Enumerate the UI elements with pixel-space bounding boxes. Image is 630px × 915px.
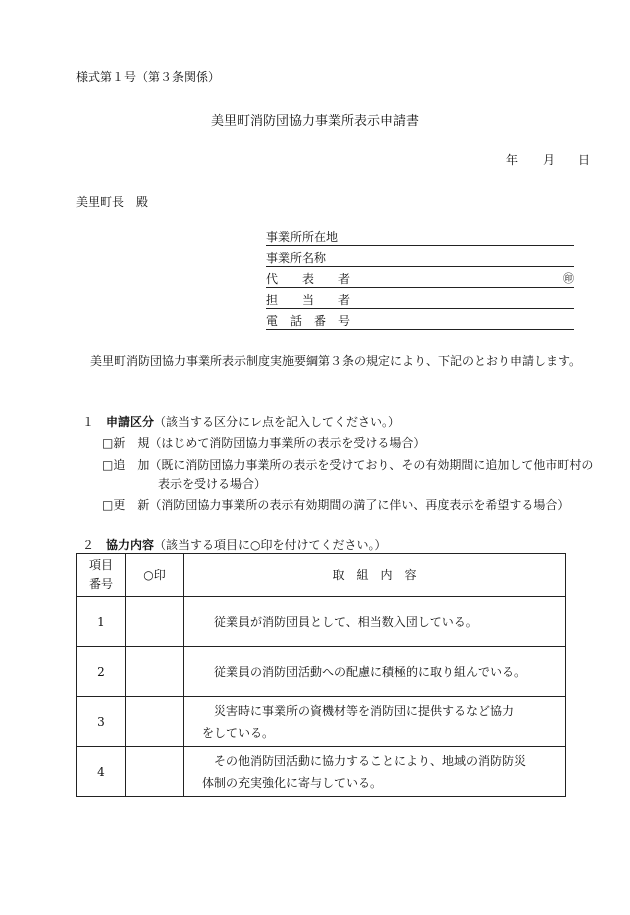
option-add-desc-cont: 表示を受ける場合） — [158, 477, 267, 491]
row-content-line1: 災害時に事業所の資機材等を消防団に提供するなど協力 — [214, 703, 515, 718]
applicant-phone-field[interactable] — [266, 311, 574, 330]
table-row — [77, 647, 566, 697]
applicant-contact-field[interactable] — [266, 290, 574, 309]
row-content — [184, 697, 566, 747]
section2-note: （該当する項目に○印を付けてください。） — [154, 538, 387, 552]
applicant-representative-field[interactable] — [266, 269, 574, 288]
col-mark: ○印 — [126, 554, 184, 597]
cooperation-table — [76, 553, 566, 797]
section1-note: （該当する区分にレ点を記入してください。） — [154, 415, 401, 429]
date-month: 月 — [543, 153, 556, 167]
mark-cell[interactable] — [126, 697, 184, 747]
option-new-label: □新 規 — [102, 436, 150, 450]
row-content-line1: 従業員が消防団員として、相当数入団している。 — [214, 614, 478, 629]
option-add-label: □追 加 — [102, 458, 150, 472]
intro-text: 美里町消防団協力事業所表示制度実施要綱第３条の規定により、下記のとおり申請します。 — [90, 354, 582, 368]
option-new[interactable] — [102, 434, 425, 451]
option-renew-desc: （消防団協力事業所の表示有効期間の満了に伴い、再度表示を希望する場合） — [149, 498, 570, 512]
col-item-line2: 番号 — [88, 577, 113, 591]
applicant-representative-label: 代 表 者 — [266, 272, 351, 286]
row-content — [184, 647, 566, 697]
table-header-row — [77, 554, 566, 597]
section2-heading — [82, 536, 387, 553]
option-new-desc: （はじめて消防団協力事業所の表示を受ける場合） — [149, 436, 426, 450]
section2-title: 協力内容 — [106, 538, 155, 552]
section1-number: １ — [82, 415, 95, 429]
applicant-name-field[interactable] — [266, 248, 574, 267]
col-item-number — [77, 554, 126, 597]
table-row — [77, 697, 566, 747]
row-content — [184, 597, 566, 647]
col-item-line1: 項目 — [88, 558, 113, 572]
row-content-line1: その他消防団活動に協力することにより、地域の消防防災 — [214, 753, 527, 768]
option-renew-label: □更 新 — [102, 498, 150, 512]
row-number: 1 — [77, 597, 126, 647]
row-content-line1: 従業員の消防団活動への配慮に積極的に取り組んでいる。 — [214, 664, 527, 679]
mark-cell[interactable] — [126, 647, 184, 697]
date-year: 年 — [506, 153, 519, 167]
row-number: 2 — [77, 647, 126, 697]
date-day: 日 — [578, 153, 591, 167]
table-row — [77, 597, 566, 647]
applicant-location-field[interactable] — [266, 227, 574, 246]
row-content — [184, 747, 566, 797]
row-content-line2: 体制の充実強化に寄与している。 — [202, 775, 383, 790]
form-number: 様式第１号（第３条関係） — [76, 70, 221, 84]
applicant-name-label: 事業所名称 — [266, 251, 327, 265]
option-add-desc: （既に消防団協力事業所の表示を受けており、その有効期間に追加して他市町村の — [149, 458, 594, 472]
section1-title: 申請区分 — [106, 415, 155, 429]
applicant-phone-label: 電 話 番 号 — [266, 314, 351, 328]
col-content: 取 組 内 容 — [184, 554, 566, 597]
row-number: 4 — [77, 747, 126, 797]
section2-number: ２ — [82, 538, 95, 552]
table-row — [77, 747, 566, 797]
addressee: 美里町長 殿 — [76, 195, 149, 209]
applicant-contact-label: 担 当 者 — [266, 293, 351, 307]
option-add[interactable] — [102, 456, 593, 473]
section1-heading — [82, 413, 400, 430]
seal-icon: ㊞ — [563, 272, 574, 285]
applicant-location-label: 事業所所在地 — [266, 230, 339, 244]
row-number: 3 — [77, 697, 126, 747]
mark-cell[interactable] — [126, 747, 184, 797]
mark-cell[interactable] — [126, 597, 184, 647]
row-content-line2: をしている。 — [202, 725, 275, 740]
page-title: 美里町消防団協力事業所表示申請書 — [210, 114, 419, 129]
option-renew[interactable] — [102, 496, 569, 513]
